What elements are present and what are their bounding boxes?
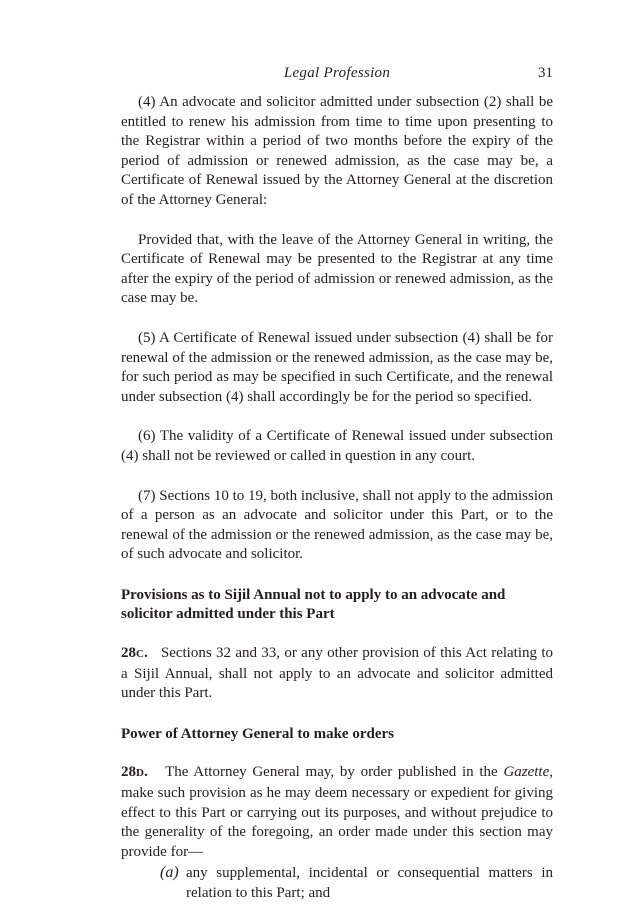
subsection-6: (6) The validity of a Certificate of Renewal issued under subsection (4) shall not be reviewed or called in question in any court.	[121, 428, 553, 464]
running-title: Legal Profession	[283, 65, 391, 81]
list-item-a-text: any supplemental, incidental or consequential matters in relation to this Part; and	[186, 865, 553, 901]
list-item-a	[160, 864, 553, 903]
section-28d-number: 28D.	[121, 764, 148, 781]
subsection-7: (7) Sections 10 to 19, both inclusive, shall not apply to the admission of a person as an advocate and solicitor under this Part, or to the renewal of the admission or the renewed admission, as the case may be, of such advocate and solicitor.	[121, 487, 553, 563]
subsection-5: (5) A Certificate of Renewal issued under subsection (4) shall be for renewal of the admission or the renewed admission, as the case may be, for such period as may be specified in such Certificate, and the renewal under subsection (4) shall accordingly be for the period so specified.	[121, 329, 553, 405]
gazette-reference: Gazette	[503, 764, 550, 781]
section-28d-heading: Power of Attorney General to make orders	[121, 725, 394, 742]
running-header	[121, 64, 553, 82]
subsection-4: (4) An advocate and solicitor admitted under subsection (2) shall be entitled to renew his admission from time to time upon presenting to the Registrar within a period of two months before the expiry of the period of admission or renewed admission, as the case may be, a Certificate of Renewal issued by the Attorney General at the discretion of the Attorney General:	[121, 94, 553, 208]
section-28c-text: 28C. Sections 32 and 33, or any other provision of this Act relating to a Sijil Annual, shall not apply to an advocate and solicitor admitted under this Part.	[121, 645, 554, 702]
list-item-a-label: (a)	[160, 864, 179, 882]
page-number: 31	[538, 65, 553, 81]
subsection-4-proviso: Provided that, with the leave of the Attorney General in writing, the Certificate of Renewal may be presented to the Registrar at any time after the expiry of the period of admission or renewed admission, as the case may be.	[121, 231, 553, 307]
document-body	[121, 93, 553, 904]
section-28c-number: 28C.	[121, 645, 148, 662]
section-28d-text: 28D. The Attorney General may, by order published in the Gazette, make such provision as he may deem necessary or expedient for giving effect to this Part or carrying out its purposes, and without prejudice to the generality of the foregoing, an order made under this section may provide for—	[121, 764, 554, 860]
section-28c-heading: Provisions as to Sijil Annual not to apply to an advocate and solicitor admitted under this Part	[121, 586, 506, 623]
